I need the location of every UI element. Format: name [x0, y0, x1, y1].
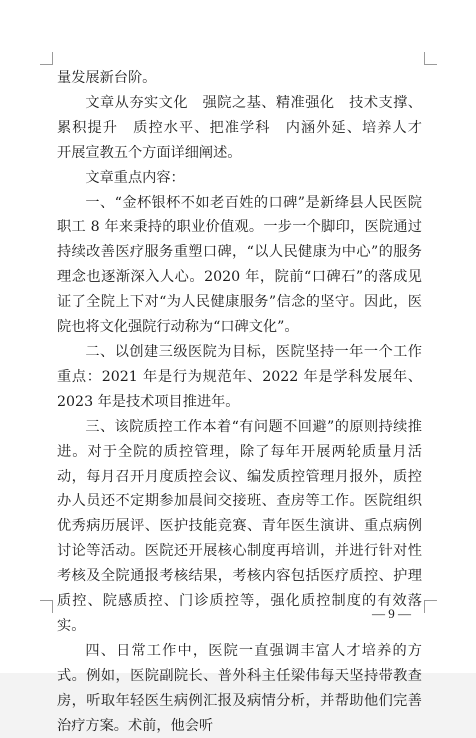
paragraph-continuation: 量发展新台阶。: [57, 70, 157, 86]
crop-mark-bottom-right: [424, 600, 437, 613]
paragraph-heading-key-points: 文章重点内容：: [85, 169, 185, 186]
paragraph-point-2: 二、以创建三级医院为目标，医院坚持一年一个工作重点：2021 年是行为规范年、2022 年是学科发展年、2023 年是技术项目推进年。: [57, 343, 422, 410]
crop-mark-top-right: [424, 52, 437, 65]
paragraph-summary: 文章从夯实文化 强院之基、精准强化 技术支撑、累积提升 质控水平、把准学科 内涵外延、培养人才 开展宣教五个方面详细阐述。: [57, 94, 437, 161]
paragraph-point-3: 三、该院质控工作本着“有问题不回避”的原则持续推进。对于全院的质控管理，除了每年开展两轮质量月活动，每月召开月度质控会议、编发质控管理月报外，质控办人员还不定期参加晨间交接班、查房等工作。医院组织优秀病历展评、医护技能竞赛、青年医生演讲、重点病例讨论等活动。医院还开展核心制度再培训，并进行针对性考核及全院通报考核结果，考核内容包括医疗质控、护理质控、院感质控、门诊质控等，强化质控制度的有效落实。: [57, 418, 422, 634]
paragraph-point-4: 四、日常工作中，医院一直强调丰富人才培养的方式。例如，医院副院长、普外科主任梁伟每天坚持带教查房，听取年轻医生病例汇报及病情分析，并帮助他们完善治疗方案。术前，他会听: [57, 642, 422, 734]
body-text: [57, 66, 437, 738]
crop-mark-top-left: [40, 52, 53, 65]
crop-mark-bottom-left: [40, 600, 53, 613]
page-number: — 9 —: [372, 606, 411, 621]
paragraph-point-1: 一、“金杯银杯不如老百姓的口碑”是新绛县人民医院职工 8 年来秉持的职业价值观。一步一个脚印，医院通过持续改善医疗服务重塑口碑，“以人民健康为中心”的服务理念也逐渐深入人心。2020 年，院前“口碑石”的落成见证了全院上下对“为人民健康服务”信念的坚守。因此，医院也将文化强院行动称为“口碑文化”。: [57, 194, 422, 336]
